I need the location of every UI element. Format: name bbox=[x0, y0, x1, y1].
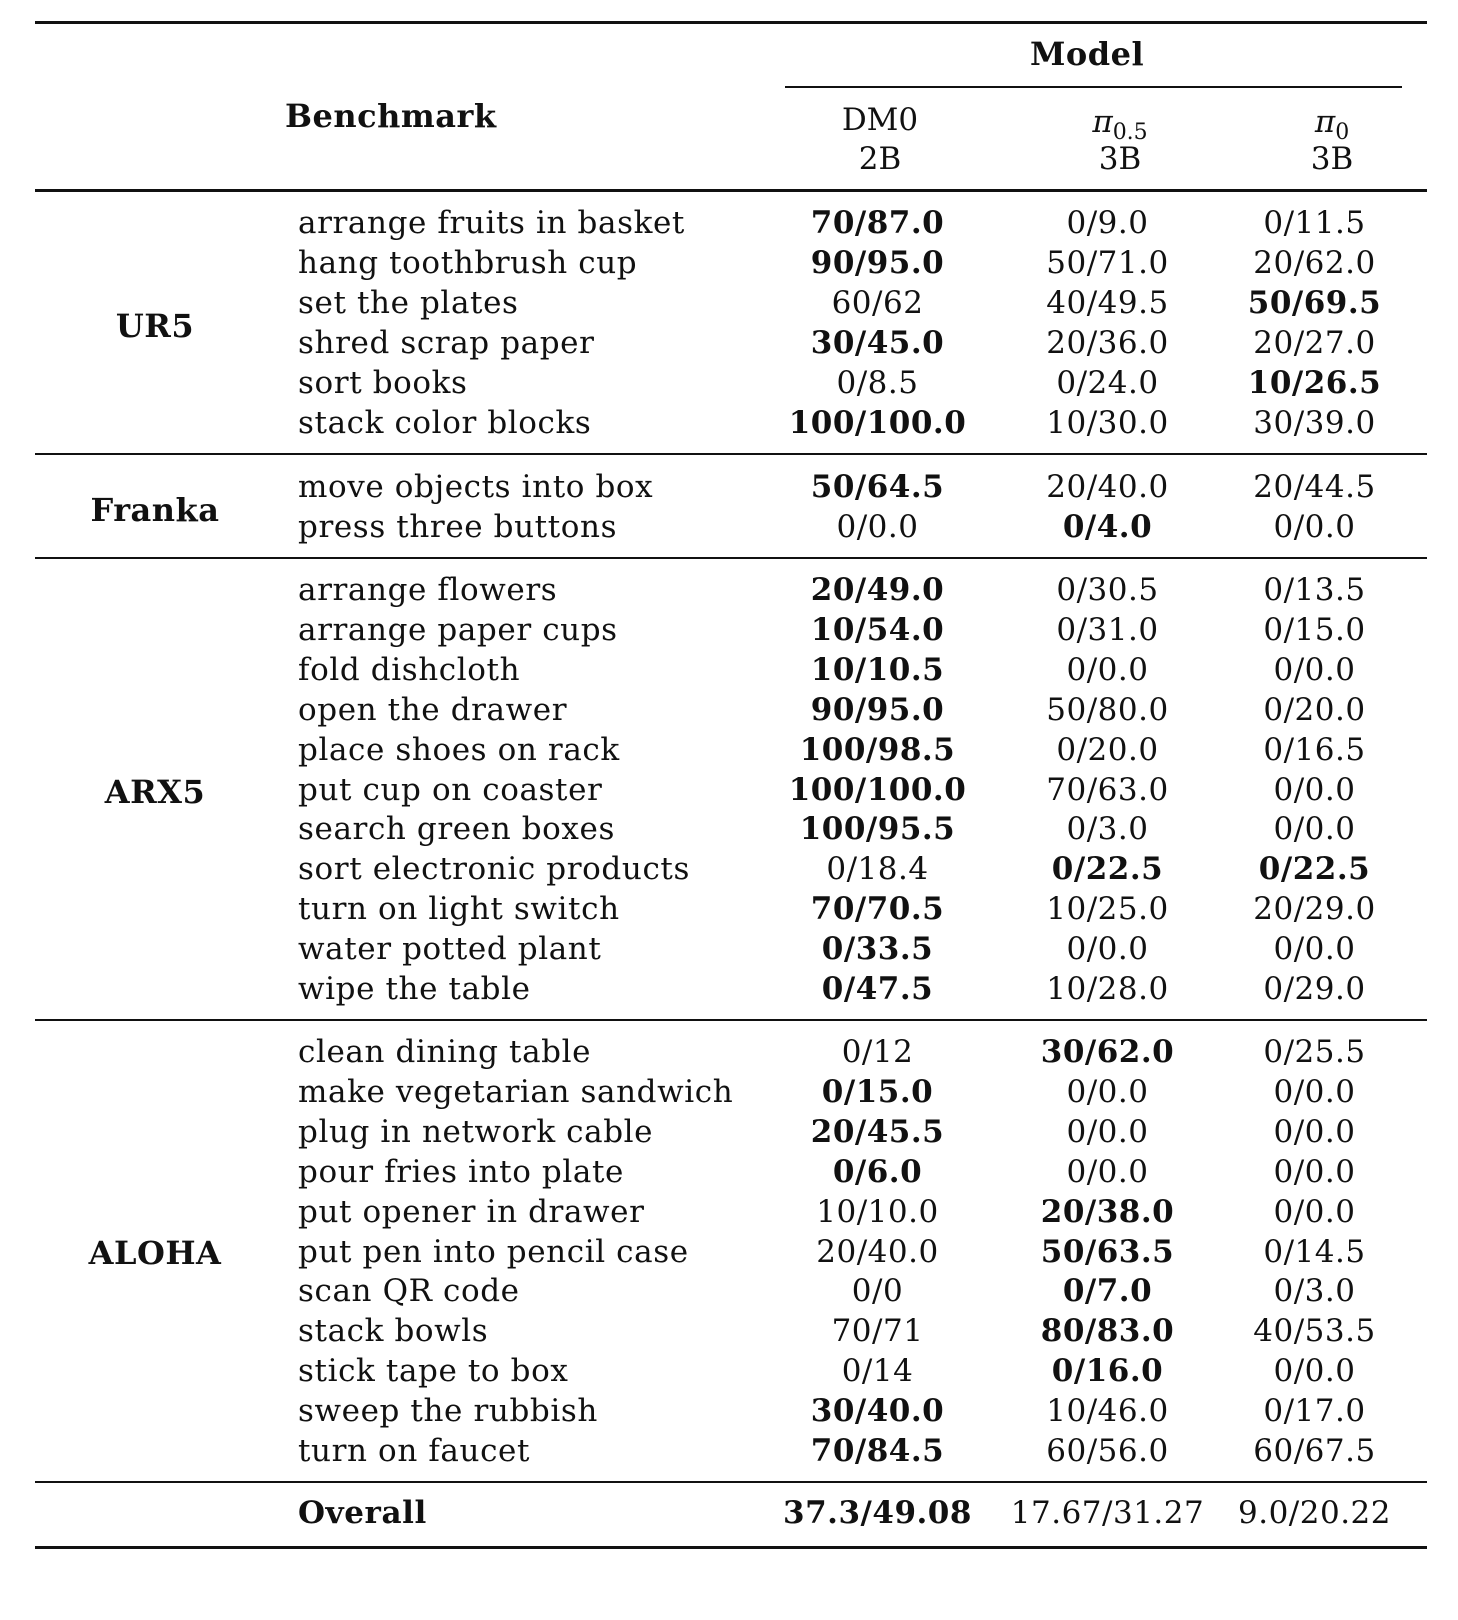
model-header: Model bbox=[1030, 35, 1145, 73]
score-cell: 60/56.0 bbox=[1046, 1433, 1169, 1469]
task-label: clean dining table bbox=[298, 1034, 592, 1070]
task-label: press three buttons bbox=[298, 508, 618, 545]
task-label: put pen into pencil case bbox=[298, 1233, 689, 1270]
score-cell: 0/22.5 bbox=[1051, 851, 1164, 888]
score-cell: 20/40.0 bbox=[1046, 469, 1169, 505]
score-cell: 70/71 bbox=[831, 1313, 924, 1350]
task-label: put cup on coaster bbox=[298, 771, 603, 808]
score-cell: 100/100.0 bbox=[788, 771, 967, 808]
task-label: stack bowls bbox=[298, 1313, 489, 1350]
score-cell: 70/84.5 bbox=[810, 1433, 945, 1469]
col-pi0-name: $\pi_0$ bbox=[1314, 104, 1350, 146]
score-cell: 10/10.0 bbox=[816, 1193, 939, 1230]
task-label: hang toothbrush cup bbox=[298, 244, 638, 281]
score-cell: 10/10.5 bbox=[810, 651, 945, 688]
score-cell: 20/36.0 bbox=[1046, 324, 1169, 361]
score-cell: 0/17.0 bbox=[1263, 1393, 1366, 1430]
task-label: fold dishcloth bbox=[298, 651, 521, 688]
score-cell: 0/8.5 bbox=[836, 364, 919, 401]
score-cell: 0/0.0 bbox=[1066, 1073, 1149, 1110]
score-cell: 0/14.5 bbox=[1263, 1233, 1366, 1270]
score-cell: 0/20.0 bbox=[1056, 731, 1159, 768]
task-label: arrange paper cups bbox=[298, 611, 618, 648]
score-cell: 100/98.5 bbox=[799, 731, 956, 768]
score-cell: 60/62 bbox=[831, 284, 924, 321]
score-cell: 20/44.5 bbox=[1253, 469, 1376, 505]
score-cell: 80/83.0 bbox=[1040, 1313, 1175, 1350]
score-cell: 30/40.0 bbox=[810, 1393, 945, 1430]
score-cell: 20/45.5 bbox=[810, 1113, 945, 1150]
score-cell: 0/16.0 bbox=[1051, 1353, 1164, 1390]
score-cell: 100/95.5 bbox=[799, 811, 956, 848]
task-label: arrange flowers bbox=[298, 572, 558, 608]
score-cell: 10/26.5 bbox=[1247, 364, 1382, 401]
score-cell: 0/4.0 bbox=[1062, 508, 1153, 545]
col-pi05-size: 3B bbox=[1098, 141, 1142, 177]
score-cell: 20/38.0 bbox=[1040, 1193, 1175, 1230]
task-label: shred scrap paper bbox=[298, 324, 595, 361]
score-cell: 20/27.0 bbox=[1253, 324, 1376, 361]
score-cell: 0/0.0 bbox=[1273, 1353, 1356, 1390]
score-cell: 0/29.0 bbox=[1263, 971, 1366, 1007]
task-label: put opener in drawer bbox=[298, 1193, 645, 1230]
overall-rule bbox=[35, 1481, 1427, 1483]
col-pi0-size: 3B bbox=[1310, 141, 1354, 177]
score-cell: 0/0.0 bbox=[1273, 1113, 1356, 1150]
score-cell: 70/87.0 bbox=[810, 205, 945, 241]
score-cell: 40/53.5 bbox=[1253, 1313, 1376, 1350]
top-rule bbox=[35, 21, 1427, 24]
model-rule bbox=[785, 86, 1402, 88]
benchmark-header: Benchmark bbox=[285, 97, 497, 135]
score-cell: 0/7.0 bbox=[1062, 1273, 1153, 1310]
score-cell: 0/0.0 bbox=[1066, 1153, 1149, 1190]
score-cell: 90/95.0 bbox=[810, 244, 945, 281]
task-label: sort electronic products bbox=[298, 851, 690, 888]
task-label: set the plates bbox=[298, 284, 519, 321]
task-label: make vegetarian sandwich bbox=[298, 1073, 734, 1110]
score-cell: 0/0.0 bbox=[1273, 651, 1356, 688]
score-cell: 0/3.0 bbox=[1066, 811, 1149, 848]
overall-score-cell: 9.0/20.22 bbox=[1238, 1495, 1391, 1531]
score-cell: 100/100.0 bbox=[788, 404, 967, 441]
score-cell: 0/0.0 bbox=[1273, 1073, 1356, 1110]
score-cell: 20/49.0 bbox=[810, 572, 945, 608]
score-cell: 0/12 bbox=[841, 1034, 914, 1070]
score-cell: 20/62.0 bbox=[1253, 244, 1376, 281]
task-label: stick tape to box bbox=[298, 1353, 569, 1390]
score-cell: 0/0.0 bbox=[1273, 1153, 1356, 1190]
group-label-arx5: ARX5 bbox=[104, 773, 206, 811]
score-cell: 0/20.0 bbox=[1263, 691, 1366, 728]
score-cell: 90/95.0 bbox=[810, 691, 945, 728]
group-label-franka: Franka bbox=[90, 491, 220, 529]
score-cell: 0/15.0 bbox=[1263, 611, 1366, 648]
score-cell: 0/31.0 bbox=[1056, 611, 1159, 648]
score-cell: 10/30.0 bbox=[1046, 404, 1169, 441]
score-cell: 0/0.0 bbox=[1273, 811, 1356, 848]
score-cell: 10/46.0 bbox=[1046, 1393, 1169, 1430]
score-cell: 0/15.0 bbox=[821, 1073, 934, 1110]
score-cell: 30/39.0 bbox=[1253, 404, 1376, 441]
score-cell: 0/11.5 bbox=[1263, 205, 1366, 241]
bottom-rule bbox=[35, 1546, 1427, 1549]
col-dm0-name: DM0 bbox=[841, 102, 919, 138]
task-label: turn on faucet bbox=[298, 1433, 531, 1469]
overall-score-cell: 37.3/49.08 bbox=[783, 1495, 972, 1531]
task-label: place shoes on rack bbox=[298, 731, 620, 768]
task-label: water potted plant bbox=[298, 931, 602, 968]
score-cell: 70/63.0 bbox=[1046, 771, 1169, 808]
score-cell: 10/54.0 bbox=[810, 611, 945, 648]
task-label: wipe the table bbox=[298, 971, 531, 1007]
task-label: turn on light switch bbox=[298, 891, 620, 928]
group-rule bbox=[35, 557, 1427, 559]
task-label: scan QR code bbox=[298, 1273, 520, 1310]
task-label: sort books bbox=[298, 364, 468, 401]
score-cell: 50/64.5 bbox=[810, 469, 945, 505]
score-cell: 0/18.4 bbox=[826, 851, 929, 888]
score-cell: 20/40.0 bbox=[816, 1233, 939, 1270]
score-cell: 50/63.5 bbox=[1040, 1233, 1175, 1270]
group-rule bbox=[35, 1019, 1427, 1021]
overall-score-cell: 17.67/31.27 bbox=[1010, 1495, 1205, 1531]
score-cell: 50/71.0 bbox=[1046, 244, 1169, 281]
score-cell: 0/3.0 bbox=[1273, 1273, 1356, 1310]
task-label: plug in network cable bbox=[298, 1113, 654, 1150]
group-label-aloha: ALOHA bbox=[88, 1234, 222, 1272]
score-cell: 0/13.5 bbox=[1263, 572, 1366, 608]
score-cell: 0/16.5 bbox=[1263, 731, 1366, 768]
score-cell: 0/22.5 bbox=[1258, 851, 1371, 888]
col-pi05-name: $\pi_{0.5}$ bbox=[1092, 104, 1148, 146]
score-cell: 50/80.0 bbox=[1046, 691, 1169, 728]
score-cell: 50/69.5 bbox=[1247, 284, 1382, 321]
task-label: pour fries into plate bbox=[298, 1153, 624, 1190]
task-label: open the drawer bbox=[298, 691, 568, 728]
overall-label: Overall bbox=[298, 1495, 427, 1531]
task-label: search green boxes bbox=[298, 811, 615, 848]
score-cell: 0/0.0 bbox=[1273, 508, 1356, 545]
score-cell: 0/0.0 bbox=[1273, 931, 1356, 968]
score-cell: 0/33.5 bbox=[821, 931, 934, 968]
task-label: stack color blocks bbox=[298, 404, 592, 441]
score-cell: 0/0.0 bbox=[1273, 1193, 1356, 1230]
score-cell: 0/24.0 bbox=[1056, 364, 1159, 401]
score-cell: 0/30.5 bbox=[1056, 572, 1159, 608]
score-cell: 0/14 bbox=[841, 1353, 914, 1390]
group-rule bbox=[35, 453, 1427, 455]
task-label: sweep the rubbish bbox=[298, 1393, 598, 1430]
score-cell: 30/62.0 bbox=[1040, 1034, 1175, 1070]
score-cell: 20/29.0 bbox=[1253, 891, 1376, 928]
score-cell: 0/0.0 bbox=[1273, 771, 1356, 808]
header-rule bbox=[35, 189, 1427, 192]
score-cell: 60/67.5 bbox=[1253, 1433, 1376, 1469]
score-cell: 30/45.0 bbox=[810, 324, 945, 361]
score-cell: 0/25.5 bbox=[1263, 1034, 1366, 1070]
score-cell: 0/0.0 bbox=[1066, 1113, 1149, 1150]
score-cell: 10/28.0 bbox=[1046, 971, 1169, 1007]
task-label: arrange fruits in basket bbox=[298, 205, 685, 241]
score-cell: 0/0.0 bbox=[1066, 651, 1149, 688]
score-cell: 40/49.5 bbox=[1046, 284, 1169, 321]
task-label: move objects into box bbox=[298, 469, 654, 505]
score-cell: 0/47.5 bbox=[821, 971, 934, 1007]
score-cell: 0/0 bbox=[851, 1273, 904, 1310]
score-cell: 70/70.5 bbox=[810, 891, 945, 928]
score-cell: 0/0.0 bbox=[836, 508, 919, 545]
score-cell: 0/0.0 bbox=[1066, 931, 1149, 968]
score-cell: 0/6.0 bbox=[832, 1153, 923, 1190]
group-label-ur5: UR5 bbox=[115, 307, 195, 345]
col-dm0-size: 2B bbox=[858, 141, 902, 177]
score-cell: 0/9.0 bbox=[1066, 205, 1149, 241]
score-cell: 10/25.0 bbox=[1046, 891, 1169, 928]
